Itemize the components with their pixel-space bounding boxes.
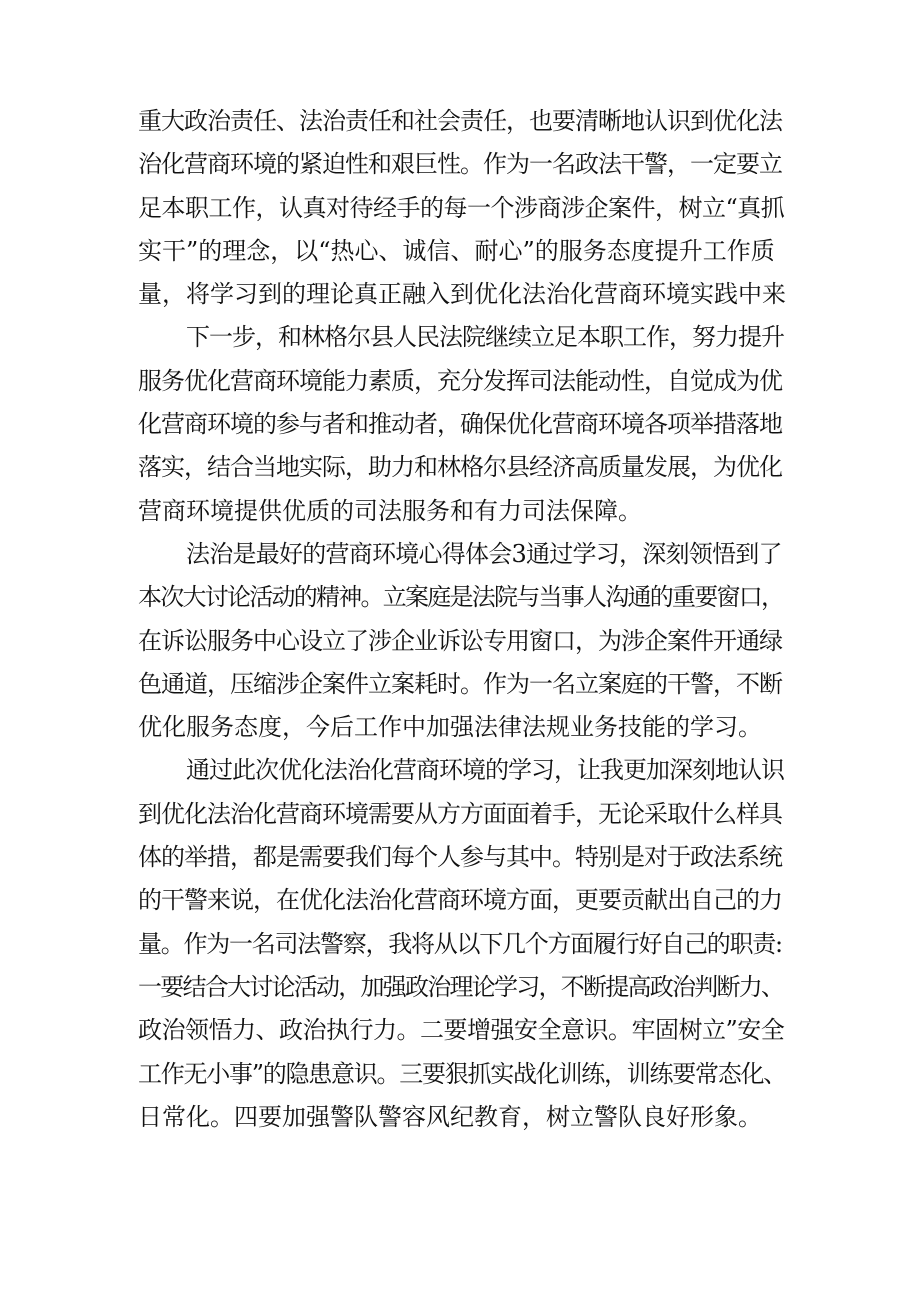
text-line: 政治领悟力、政治执行力。二要增强安全意识。牢固树立”安全 (138, 1016, 785, 1045)
text-line: 实干”的理念，以“热心、诚信、耐心”的服务态度提升工作质 (138, 236, 775, 265)
text-line: 的干警来说，在优化法治化营商环境方面，更要贡献出自己的力 (138, 886, 782, 915)
text-line: 法治是最好的营商环境心得体会3通过学习，深刻领悟到了 (186, 539, 782, 568)
text-line: 服务优化营商环境能力素质，充分发挥司法能动性，自觉成为优 (138, 366, 782, 395)
text-line: 工作无小事”的隐患意识。三要狠抓实战化训练，训练要常态化、 (138, 1059, 786, 1088)
text-line: 在诉讼服务中心设立了涉企业诉讼专用窗口，为涉企案件开通绿 (138, 626, 782, 655)
paragraph-3 (138, 533, 786, 749)
paragraph-2 (138, 316, 786, 532)
text-line: 优化服务态度，今后工作中加强法律法规业务技能的学习。 (138, 713, 762, 742)
text-line: 色通道，压缩涉企案件立案耗时。作为一名立案庭的干警，不断 (138, 669, 782, 698)
text-line: 落实，结合当地实际，助力和林格尔县经济高质量发展，为优化 (138, 453, 782, 482)
paragraph-1 (138, 100, 786, 316)
text-line: 化营商环境的参与者和推动者，确保优化营商环境各项举措落地 (138, 410, 782, 439)
text-line: 重大政治责任、法治责任和社会责任，也要清晰地认识到优化法 (138, 107, 782, 135)
text-line: 下一步，和林格尔县人民法院继续立足本职工作，努力提升 (186, 323, 784, 352)
text-line: 一要结合大讨论活动，加强政治理论学习，不断提高政治判断力、 (138, 972, 784, 1001)
text-line: 本次大讨论活动的精神。立案庭是法院与当事人沟通的重要窗口， (138, 583, 784, 612)
text-line: 足本职工作，认真对待经手的每一个涉商涉企案件，树立“真抓 (138, 193, 785, 222)
text-line: 体的举措，都是需要我们每个人参与其中。特别是对于政法系统 (138, 843, 782, 872)
text-line: 通过此次优化法治化营商环境的学习，让我更加深刻地认识 (186, 756, 784, 785)
document-body (138, 100, 786, 1139)
text-line: 治化营商环境的紧迫性和艰巨性。作为一名政法干警，一定要立 (138, 150, 782, 179)
text-line: 日常化。四要加强警队警容风纪教育，树立警队良好形象。 (138, 1102, 762, 1131)
text-line: 到优化法治化营商环境需要从方方面面着手，无论采取什么样具 (138, 799, 782, 828)
text-line: 量。作为一名司法警察，我将从以下几个方面履行好自己的职责: (138, 929, 782, 958)
text-line: 营商环境提供优质的司法服务和有力司法保障。 (138, 496, 642, 525)
paragraph-4 (138, 749, 786, 1139)
text-line: 量，将学习到的理论真正融入到优化法治化营商环境实践中来 (138, 280, 786, 309)
